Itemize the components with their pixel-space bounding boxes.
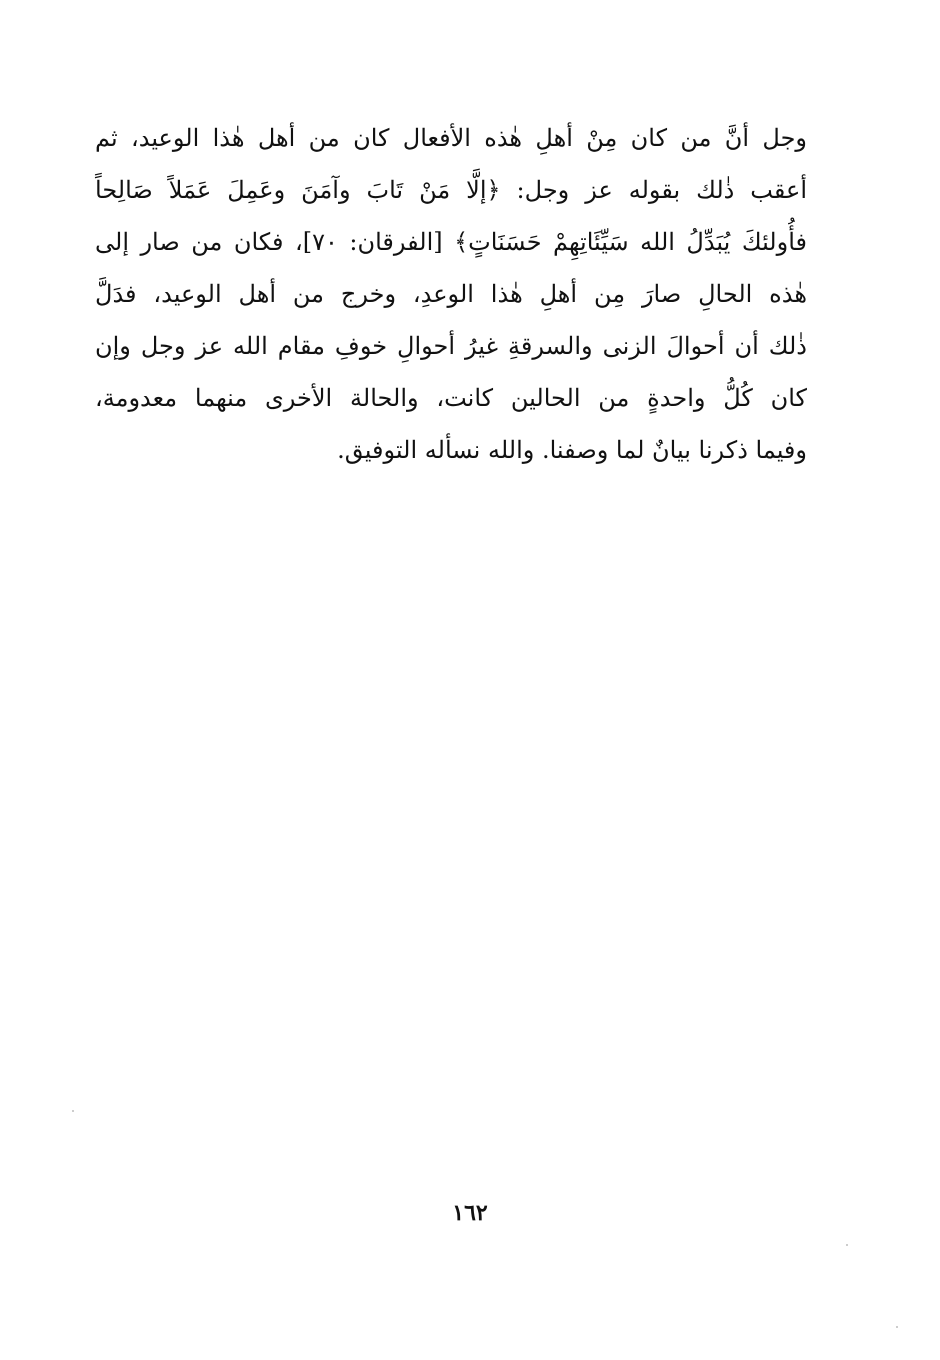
text-line-6: كان كُلُّ واحدةٍ من الحالين كانت، والحالة الأخرى منهما معدومة، xyxy=(95,384,807,412)
text-line-1: وجل أنَّ من كان مِنْ أهلِ هٰذه الأفعال كان من أهل هٰذا الوعيد، ثم xyxy=(95,124,807,152)
scan-speck xyxy=(72,1110,74,1112)
text-line-4: هٰذه الحالِ صارَ مِن أهلِ هٰذا الوعدِ، وخرج من أهل الوعيد، فدَلَّ xyxy=(95,280,807,308)
scan-speck xyxy=(846,1244,848,1246)
scan-speck xyxy=(896,1326,898,1328)
page-number: ١٦٢ xyxy=(452,1200,488,1226)
text-line-7: وفيما ذكرنا بيانٌ لما وصفنا. والله نسأله التوفيق. xyxy=(337,436,807,464)
text-line-2: أعقب ذٰلك بقوله عز وجل: ﴿إلَّا مَنْ تَابَ وآمَنَ وعَمِلَ عَمَلاً صَالِحاً xyxy=(95,176,807,204)
text-line-5: ذٰلك أن أحوالَ الزنى والسرقةِ غيرُ أحوالِ خوفِ مقام الله عز وجل وإن xyxy=(95,332,807,360)
body-text xyxy=(95,112,807,476)
text-line-3: فأُولئكَ يُبَدِّلُ الله سَيِّئَاتِهِمْ حَسَنَاتٍ﴾ [الفرقان: ٧٠]، فكان من صار إلى xyxy=(95,228,807,256)
